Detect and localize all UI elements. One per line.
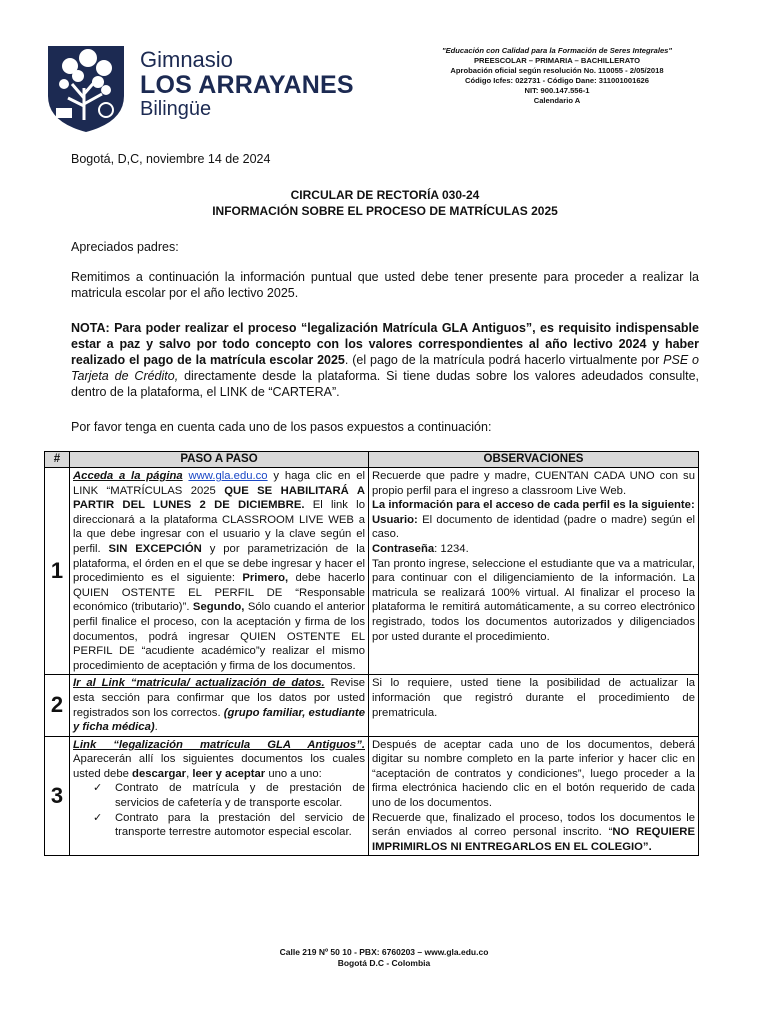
intro-paragraph: Remitimos a continuación la información puntual que usted debe tener presente para proceder a realizar la matricula escolar por el año lectivo 2025. xyxy=(71,270,699,300)
document-item: Contrato para la prestación del servicio de transporte terrestre automotor especial escolar. xyxy=(115,811,365,839)
checkmark-icon: ✓ xyxy=(93,811,103,824)
obs1-access-info: La información para el acceso de cada perfil es la siguiente: xyxy=(372,499,695,512)
letter-date: Bogotá, D,C, noviembre 14 de 2024 xyxy=(71,152,271,166)
step2-link: Ir al Link “matricula/ actualización de datos. xyxy=(73,677,325,690)
step1-text-h: debe hacerlo QUIEN OSTENTE EL PERFIL DE “Responsable económico (tributario)”. xyxy=(73,572,365,614)
obs1-password-value: : 1234. xyxy=(434,542,469,555)
circular-subtitle: INFORMACIÓN SOBRE EL PROCESO DE MATRÍCULAS 2025 xyxy=(212,204,558,218)
table-header-row xyxy=(45,452,699,468)
calendar: Calendario A xyxy=(533,96,581,105)
step3-read-accept: leer y aceptar xyxy=(192,767,266,780)
obs1-user xyxy=(372,513,695,542)
step1-no-exception: SIN EXCEPCIÓN xyxy=(108,542,202,555)
page-footer xyxy=(0,947,768,969)
motto: "Educación con Calidad para la Formación de Seres Integrales" xyxy=(441,46,673,55)
brand-line2: LOS ARRAYANES xyxy=(140,71,354,99)
list-item xyxy=(93,811,365,840)
step-number: 1 xyxy=(45,468,70,675)
please-note: Por favor tenga en cuenta cada uno de los pasos expuestos a continuación: xyxy=(71,420,492,434)
obs1-user-value: El documento de identidad (padre o madre) según el caso. xyxy=(372,513,695,541)
step1-text-f: y por parametrización de la plataforma, el órden en el que se debe ingresar y hacer el procedimiento es el siguiente: xyxy=(73,542,366,585)
obs1-password-label: Contraseña xyxy=(372,542,435,555)
obs1-user-label: Usuario: xyxy=(372,513,418,526)
step2-text-b: Revise esta sección para confirmar que los datos por usted registrados son los correctos. xyxy=(73,677,366,719)
step1-enable-date: QUE SE HABILITARÁ A PARTIR DEL LUNES 2 DE DICIEMBRE. xyxy=(73,484,365,512)
obs3-accept: Después de aceptar cada uno de los documentos, deberá digitar su nombre completo en la parte inferior y hacer clic en “aceptación de contratos y condiciones”, luego proceder a la firma electrónica haciendo clic en el botón requerido de cada uno de los documentos. xyxy=(372,738,695,810)
tree-shield-icon xyxy=(44,42,128,134)
step2-sections: (grupo familiar, estudiante y ficha médica) xyxy=(73,706,365,734)
document-item: Contrato de matrícula y de prestación de servicios de cafetería y de transporte escolar. xyxy=(115,782,365,810)
brand-line3: Bilingüe xyxy=(140,98,212,120)
school-website-link[interactable]: www.gla.edu.co xyxy=(188,470,268,482)
obs1-password xyxy=(372,542,695,557)
footer-city: Bogotá D.C - Colombia xyxy=(337,958,431,968)
brand-line1: Gimnasio xyxy=(140,47,233,72)
step3-link: Link “legalización matrícula GLA Antiguos”. xyxy=(73,738,365,751)
header-num: # xyxy=(45,452,70,468)
step3-download: descargar xyxy=(132,767,187,780)
step-description xyxy=(70,675,369,736)
step1-first: Primero, xyxy=(242,572,289,585)
obs3-no-print: NO REQUIERE IMPRIMIRLOS NI ENTREGARLOS EN EL COLEGIO”. xyxy=(372,826,695,853)
step2-text-d: . xyxy=(154,721,158,734)
nota-bold: NOTA: Para poder realizar el proceso “legalización Matrícula GLA Antiguos”, es requisito indispensable estar a paz y salvo por todo concepto con los valores correspondientes al año lectivo 2024 y haber realizado el pago de la matrícula escolar 2025 xyxy=(71,321,699,367)
step1-text-b: y haga clic en el LINK “MATRÍCULAS 2025 xyxy=(73,470,365,497)
footer-address: Calle 219 Nº 50 10 - PBX: 6760203 – www.gla.edu.co xyxy=(279,947,489,957)
obs3-reminder xyxy=(372,811,695,855)
step-description xyxy=(70,736,369,856)
list-item xyxy=(93,781,365,810)
table-row xyxy=(45,468,699,675)
step-number: 2 xyxy=(45,675,70,736)
codes: Código Icfes: 022731 - Código Dane: 311001001626 xyxy=(464,76,650,85)
step1-text-j: Sólo cuando el anterior perfil finalice el proceso, con la aceptación y firma de los documentos, podrá ingresar QUIEN OSTENTE EL PERFIL DE “acudiente académico”y realizar el mismo procedimiento de aceptación y firma de los documentos. xyxy=(73,601,365,672)
documents-list xyxy=(73,781,365,839)
institution-info xyxy=(422,46,692,106)
step1-access: Acceda a la página xyxy=(73,470,183,482)
step-observations: Si lo requiere, usted tiene la posibilidad de actualizar la información que registró durante el procedimiento de prematricula. xyxy=(369,675,699,736)
step1-second: Segundo, xyxy=(192,601,245,614)
step3-text-b: Aparecerán allí los siguientes documentos los cuales usted debe xyxy=(73,753,365,780)
table-row xyxy=(45,736,699,856)
obs1-profiles: Recuerde que padre y madre, CUENTAN CADA UNO con su propio perfil para el ingreso a classroom Live Web. xyxy=(372,470,695,497)
step3-text-d: , xyxy=(186,767,193,780)
step-description xyxy=(70,468,369,675)
table-row xyxy=(45,675,699,736)
letter-titles xyxy=(71,187,699,219)
checkmark-icon: ✓ xyxy=(93,782,103,795)
nota-rest1: . (el pago de la matrícula podrá hacerlo virtualmente por xyxy=(344,353,664,367)
obs1-process: Tan pronto ingrese, seleccione el estudiante que va a matricular, para continuar con el diligenciamiento de la información. La matricula se realizará 100% virtual. Al finalizar el proceso la plataforma le remitirá automáticamente, a su correo electrónico registrado, todos los documentos autorizados y diligenciados por usted durante el procedimiento. xyxy=(372,557,695,643)
circular-title: CIRCULAR DE RECTORÍA 030-24 xyxy=(290,188,480,202)
step-number: 3 xyxy=(45,736,70,856)
step-observations xyxy=(369,736,699,856)
approval: Aprobación oficial según resolución No. 110055 - 2/05/2018 xyxy=(450,66,664,75)
nota-paragraph xyxy=(71,320,699,400)
step-observations xyxy=(369,468,699,675)
school-brand xyxy=(140,48,354,120)
nota-rest2: directamente desde la plataforma. Si tiene dudas sobre los valores adeudados consulte, dentro de la plataforma, el LINK de “CARTERA”. xyxy=(71,369,700,399)
header-steps: PASO A PASO xyxy=(70,452,369,468)
levels: PREESCOLAR – PRIMARIA – BACHILLERATO xyxy=(473,56,641,65)
step3-text-f: uno a uno: xyxy=(265,767,322,780)
nota-italic: PSE o Tarjeta de Crédito, xyxy=(71,353,699,383)
step1-text-d: El link lo direccionará a la plataforma CLASSROOM LIVE WEB a la que debe ingresar con el usuario y la clave según el perfil. xyxy=(73,499,365,555)
obs3-reminder-text: Recuerde que, finalizado el proceso, todos los documentos le serán enviados al correo personal inscrito. “ xyxy=(372,811,695,839)
nit: NIT: 900.147.556-1 xyxy=(524,86,590,95)
greeting: Apreciados padres: xyxy=(71,240,179,254)
header-observations: OBSERVACIONES xyxy=(369,452,699,468)
steps-table xyxy=(44,451,699,856)
step3-intro xyxy=(73,738,365,782)
